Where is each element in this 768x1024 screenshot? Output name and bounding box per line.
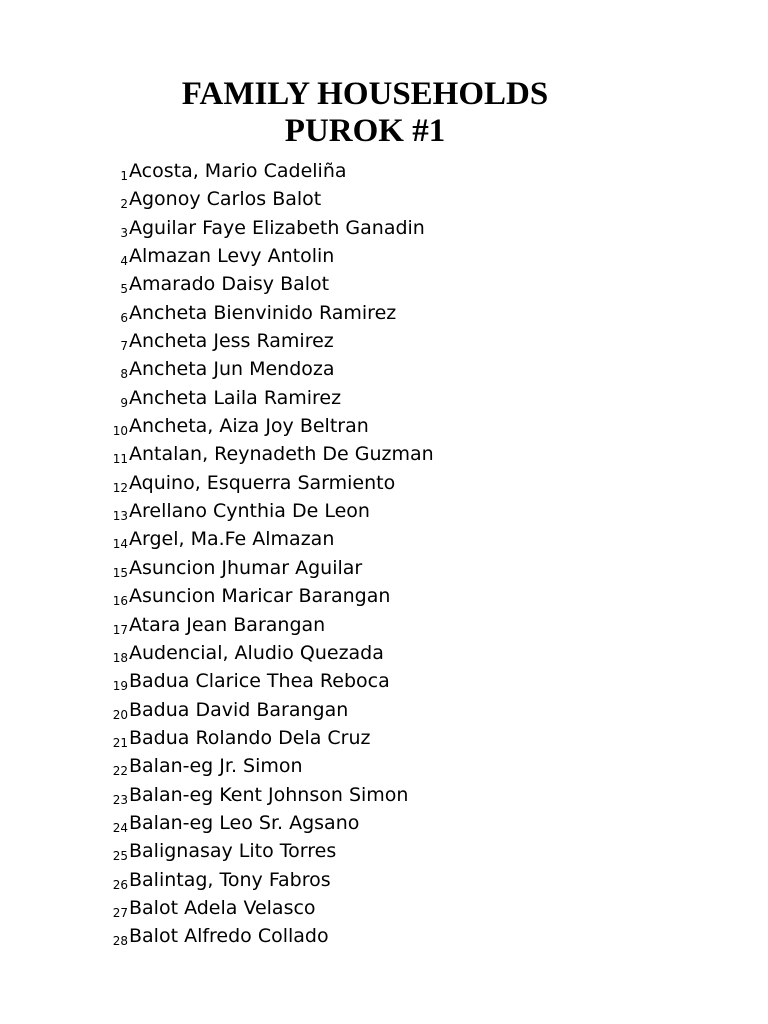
household-number: 2 bbox=[120, 197, 128, 212]
household-name: Arellano Cynthia De Leon bbox=[129, 500, 370, 523]
title-block bbox=[0, 76, 730, 150]
household-row bbox=[104, 894, 434, 922]
household-number: 18 bbox=[112, 650, 128, 665]
household-name: Badua Rolando Dela Cruz bbox=[129, 726, 371, 749]
household-number: 3 bbox=[120, 225, 128, 240]
household-row bbox=[104, 866, 434, 894]
household-row bbox=[104, 781, 434, 809]
household-number: 21 bbox=[112, 735, 128, 750]
household-name: Atara Jean Barangan bbox=[129, 613, 326, 636]
household-number: 27 bbox=[112, 905, 128, 920]
household-number: 24 bbox=[112, 820, 128, 835]
household-number: 20 bbox=[112, 707, 128, 722]
household-row bbox=[104, 384, 434, 412]
household-name: Badua David Barangan bbox=[129, 698, 349, 721]
household-number: 26 bbox=[112, 877, 128, 892]
household-number: 23 bbox=[112, 792, 128, 807]
household-number: 4 bbox=[120, 254, 128, 269]
household-name: Ancheta, Aiza Joy Beltran bbox=[129, 415, 369, 438]
household-row bbox=[104, 469, 434, 497]
household-row bbox=[104, 611, 434, 639]
household-number: 14 bbox=[112, 537, 128, 552]
household-number: 13 bbox=[112, 509, 128, 524]
household-number: 7 bbox=[120, 339, 128, 354]
household-name: Aquino, Esquerra Sarmiento bbox=[129, 471, 396, 494]
household-name: Balintag, Tony Fabros bbox=[129, 868, 331, 891]
household-name: Almazan Levy Antolin bbox=[129, 245, 335, 268]
household-number: 22 bbox=[112, 764, 128, 779]
household-row bbox=[104, 837, 434, 865]
household-row bbox=[104, 922, 434, 950]
household-name: Balan-eg Kent Johnson Simon bbox=[129, 783, 409, 806]
household-row bbox=[104, 270, 434, 298]
household-number: 25 bbox=[112, 849, 128, 864]
household-number: 19 bbox=[112, 679, 128, 694]
household-number: 8 bbox=[120, 367, 128, 382]
household-name: Audencial, Aludio Quezada bbox=[129, 641, 384, 664]
household-name: Antalan, Reynadeth De Guzman bbox=[129, 443, 434, 466]
household-number: 17 bbox=[112, 622, 128, 637]
household-name: Badua Clarice Thea Reboca bbox=[129, 670, 390, 693]
household-row bbox=[104, 440, 434, 468]
household-name: Asuncion Maricar Barangan bbox=[129, 585, 391, 608]
household-name: Balignasay Lito Torres bbox=[129, 840, 337, 863]
household-name: Acosta, Mario Cadeliña bbox=[129, 160, 347, 182]
household-name: Balan-eg Leo Sr. Agsano bbox=[129, 811, 360, 834]
household-number: 12 bbox=[112, 480, 128, 495]
household-row bbox=[104, 752, 434, 780]
household-row bbox=[104, 214, 434, 242]
household-name: Aguilar Faye Elizabeth Ganadin bbox=[129, 216, 425, 239]
household-number: 10 bbox=[112, 424, 128, 439]
household-name: Ancheta Bienvinido Ramirez bbox=[129, 301, 397, 324]
household-row bbox=[104, 157, 434, 185]
household-number: 11 bbox=[112, 452, 128, 467]
household-name: Balot Alfredo Collado bbox=[129, 925, 329, 948]
household-number: 6 bbox=[120, 310, 128, 325]
household-row bbox=[104, 497, 434, 525]
household-row bbox=[104, 809, 434, 837]
household-name: Ancheta Laila Ramirez bbox=[129, 386, 342, 409]
household-name: Argel, Ma.Fe Almazan bbox=[129, 528, 335, 551]
household-row bbox=[104, 554, 434, 582]
page-title: FAMILY HOUSEHOLDS bbox=[181, 76, 549, 112]
household-number: 9 bbox=[120, 395, 128, 410]
household-row bbox=[104, 696, 434, 724]
household-row bbox=[104, 639, 434, 667]
household-row bbox=[104, 299, 434, 327]
household-number: 28 bbox=[112, 934, 128, 949]
household-row bbox=[104, 242, 434, 270]
household-number: 1 bbox=[120, 169, 128, 183]
page-subtitle: PUROK #1 bbox=[284, 113, 446, 149]
household-row bbox=[104, 667, 434, 695]
household-row bbox=[104, 327, 434, 355]
household-name: Asuncion Jhumar Aguilar bbox=[129, 556, 363, 579]
household-row bbox=[104, 525, 434, 553]
household-number: 15 bbox=[112, 565, 128, 580]
household-row bbox=[104, 412, 434, 440]
household-number: 5 bbox=[120, 282, 128, 297]
household-row bbox=[104, 355, 434, 383]
household-row bbox=[104, 724, 434, 752]
household-name: Ancheta Jun Mendoza bbox=[129, 358, 335, 381]
household-row bbox=[104, 582, 434, 610]
household-name: Amarado Daisy Balot bbox=[129, 273, 330, 296]
household-name: Balot Adela Velasco bbox=[129, 896, 316, 919]
household-list bbox=[104, 157, 434, 951]
household-name: Agonoy Carlos Balot bbox=[129, 188, 322, 211]
household-name: Ancheta Jess Ramirez bbox=[129, 330, 334, 353]
household-number: 16 bbox=[112, 594, 128, 609]
household-row bbox=[104, 185, 434, 213]
household-name: Balan-eg Jr. Simon bbox=[129, 755, 303, 778]
